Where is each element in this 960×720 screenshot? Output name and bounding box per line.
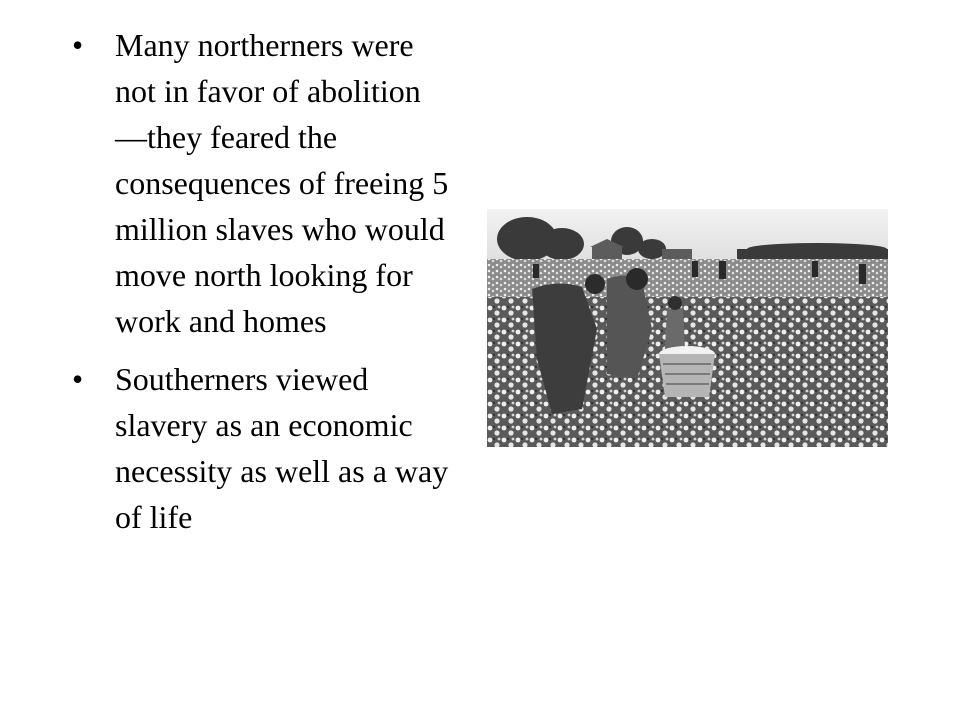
bullet-item-southerners (72, 356, 452, 540)
bullet-marker: • (72, 27, 84, 63)
bullet-list (72, 22, 452, 552)
bullet-item-northerners (72, 22, 452, 344)
cotton-basket (659, 346, 715, 397)
bullet-text: Many northerners were not in favor of abolition—they feared the consequences of freeing 5 million slaves who would move north looking for work and homes (115, 27, 449, 339)
bullet-text: Southerners viewed slavery as an economic necessity as well as a way of life (115, 361, 449, 535)
cotton-field-photo (487, 209, 888, 447)
cotton-field-illustration (487, 209, 888, 447)
bullet-marker: • (72, 361, 84, 397)
